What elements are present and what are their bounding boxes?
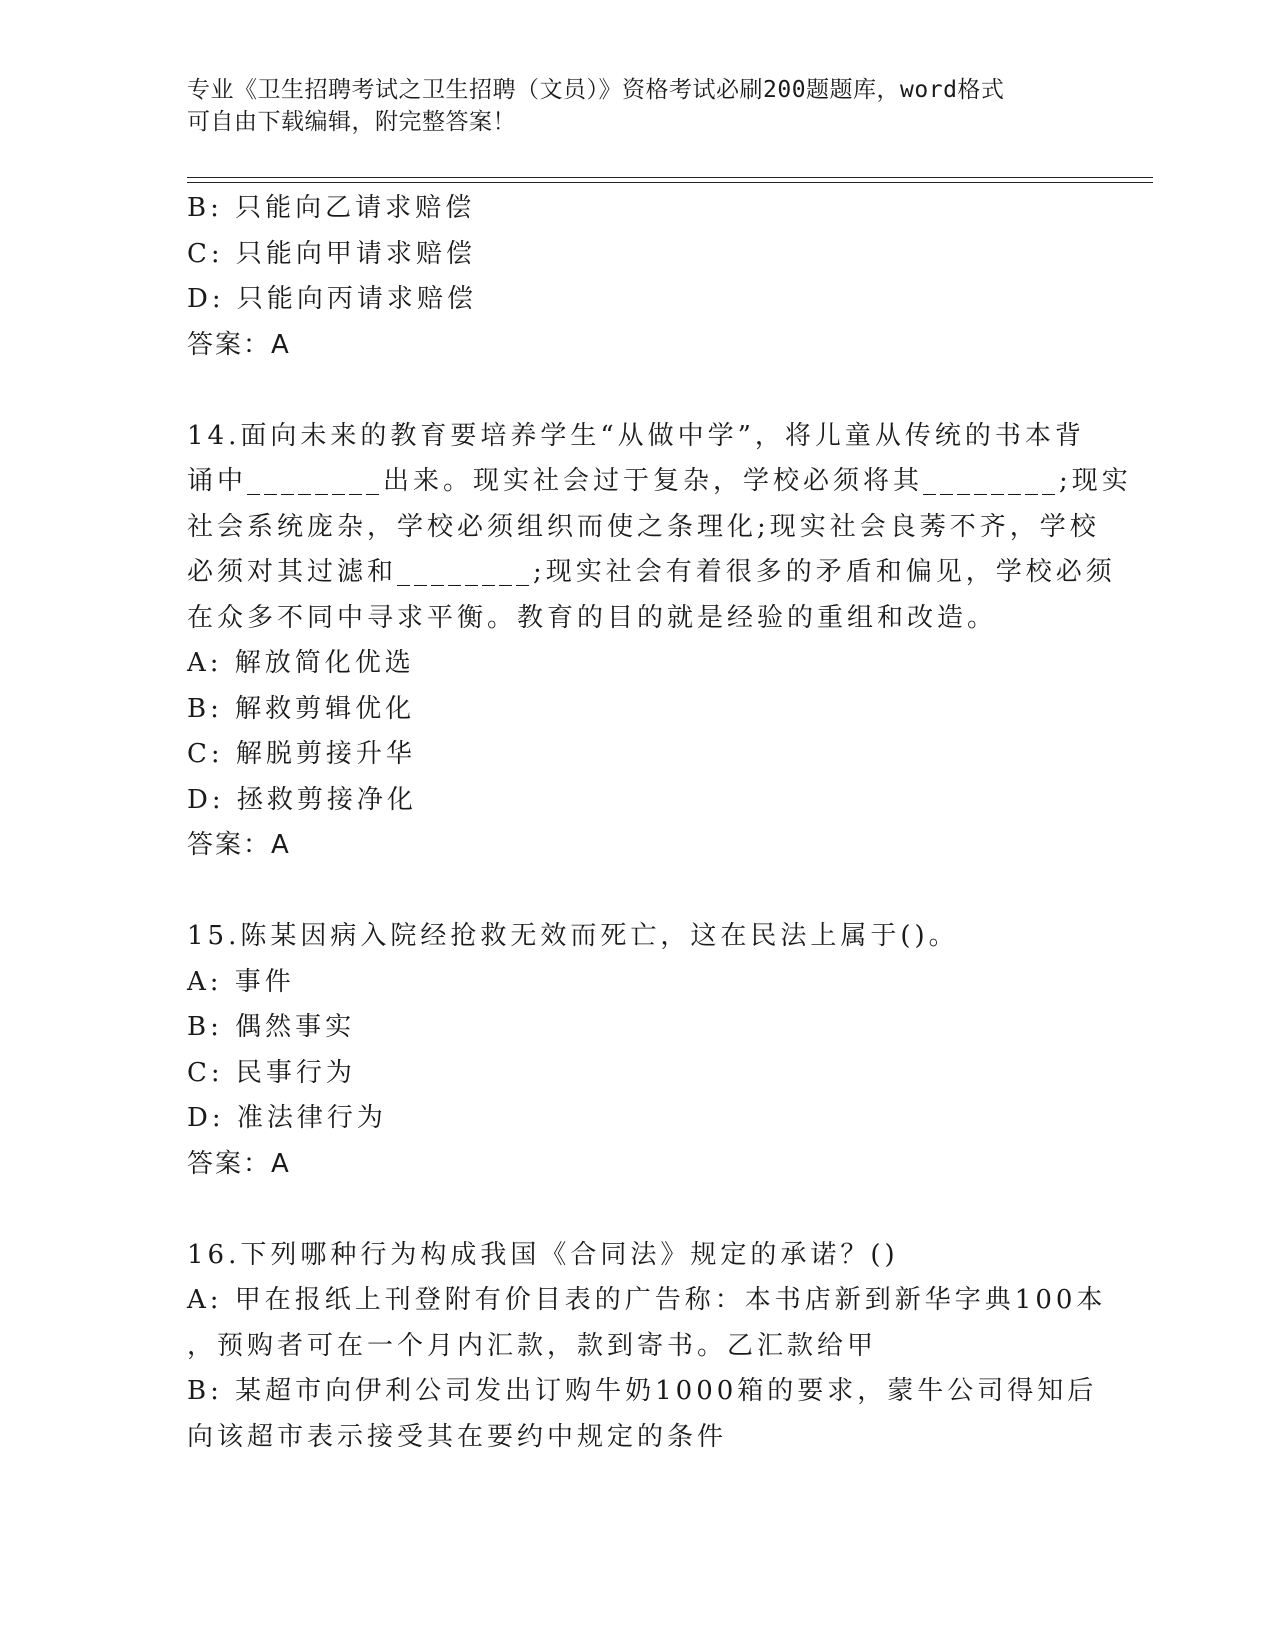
- spacer: [187, 368, 1087, 414]
- question-14-stem-line: 必须对其过滤和________;现实社会有着很多的矛盾和偏见，学校必须: [187, 557, 1116, 587]
- question-13-option-b: B: 只能向乙请求赔偿: [187, 193, 476, 223]
- question-15: [187, 914, 1087, 1187]
- document-header: [187, 74, 1067, 138]
- spacer: [187, 869, 1087, 915]
- question-14-stem-line: 在众多不同中寻求平衡。教育的目的就是经验的重组和改造。: [187, 602, 998, 633]
- question-15-option-b: B: 偶然事实: [187, 1012, 356, 1042]
- question-15-answer: 答案：A: [187, 1148, 291, 1179]
- question-16-option-a-line: A: 甲在报纸上刊登附有价目表的广告称：本书店新到新华字典100本: [187, 1285, 1107, 1315]
- question-13-answer: 答案：A: [187, 329, 291, 360]
- question-14-option-d: D: 拯救剪接净化: [187, 784, 417, 815]
- question-14-answer: 答案：A: [187, 830, 291, 860]
- question-15-stem: 15.陈某因病入院经抢救无效而死亡，这在民法上属于()。: [187, 921, 959, 951]
- header-divider-bottom: [187, 182, 1153, 183]
- question-15-option-a: A: 事件: [187, 966, 295, 997]
- question-16-option-b-line: B: 某超市向伊利公司发出订购牛奶1000箱的要求，蒙牛公司得知后: [187, 1376, 1098, 1406]
- question-16-option-b-line: 向该超市表示接受其在要约中规定的条件: [187, 1421, 728, 1452]
- question-13-option-c: C: 只能向甲请求赔偿: [187, 238, 476, 269]
- question-16-option-a-line: ，预购者可在一个月内汇款，款到寄书。乙汇款给甲: [187, 1330, 878, 1361]
- question-14-option-a: A: 解放简化优选: [187, 648, 415, 678]
- question-13-option-d: D: 只能向丙请求赔偿: [187, 284, 477, 314]
- question-15-option-c: C: 民事行为: [187, 1057, 356, 1088]
- question-list: [187, 186, 1132, 1460]
- spacer: [187, 1187, 1087, 1233]
- question-14-stem-line: 社会系统庞杂，学校必须组织而使之条理化;现实社会良莠不齐，学校: [187, 511, 1100, 542]
- question-14-option-b: B: 解救剪辑优化: [187, 693, 416, 724]
- header-title-line-2: 可自由下载编辑，附完整答案！: [187, 109, 516, 135]
- question-15-option-d: D: 准法律行为: [187, 1103, 387, 1133]
- question-14-stem-line: 14.面向未来的教育要培养学生“从做中学”，将儿童从传统的书本背: [187, 420, 1085, 451]
- question-14-option-c: C: 解脱剪接升华: [187, 739, 416, 769]
- question-14-stem-line: 诵中________出来。现实社会过于复杂，学校必须将其________;现实: [187, 466, 1132, 496]
- question-14: [187, 414, 1132, 869]
- question-16-stem: 16.下列哪种行为构成我国《合同法》规定的承诺？(): [187, 1239, 899, 1270]
- question-16: [187, 1233, 1107, 1461]
- question-13: [187, 186, 1087, 368]
- header-divider-top: [187, 177, 1153, 178]
- header-title-line-1: 专业《卫生招聘考试之卫生招聘（文员）》资格考试必刷200题题库，word格式: [187, 77, 1005, 103]
